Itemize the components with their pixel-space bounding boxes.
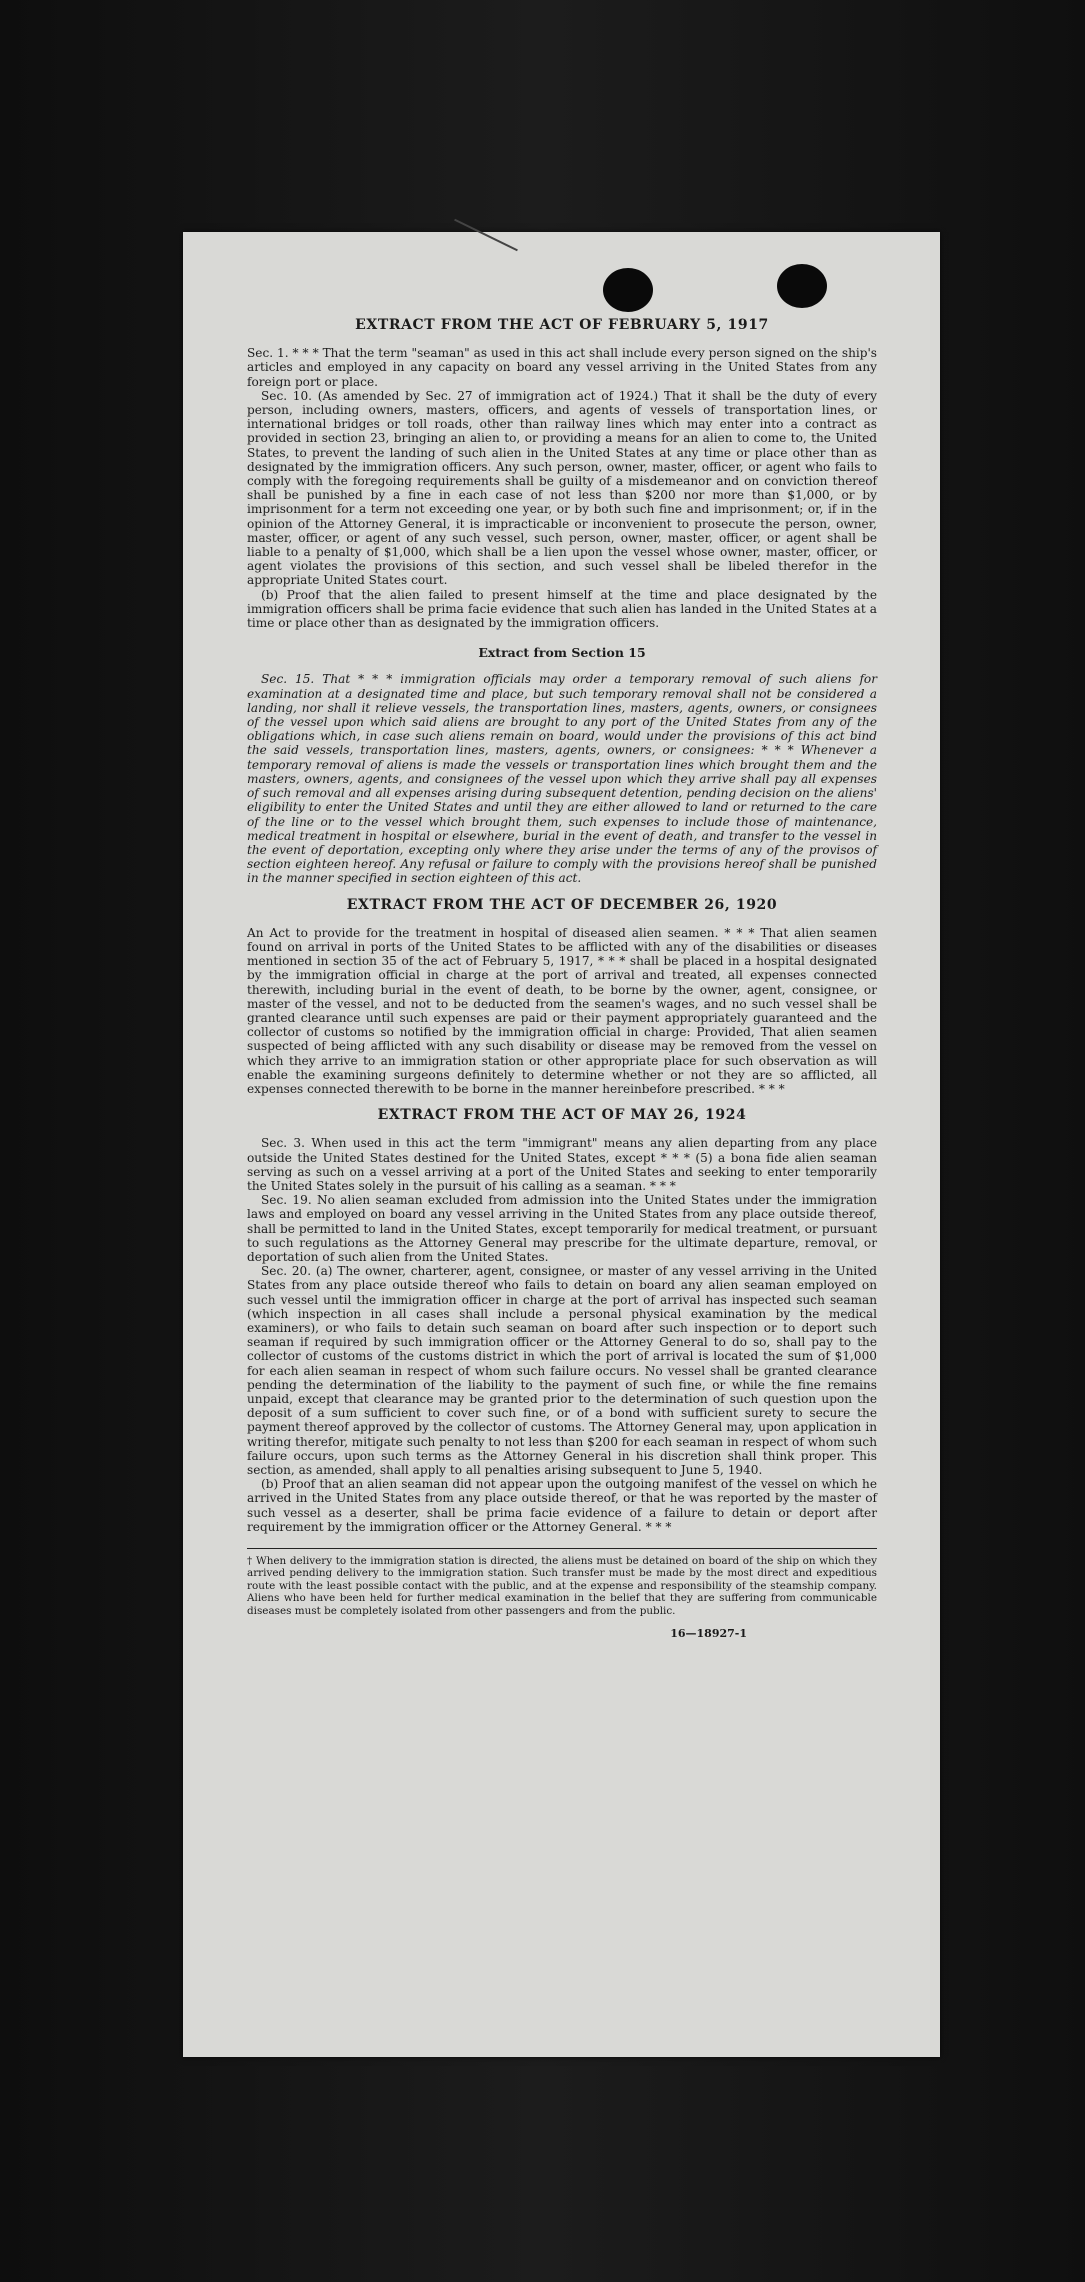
act-1917-sec10: Sec. 10. (As amended by Sec. 27 of immigration act of 1924.) That it shall be the duty of every person, including owners, masters, officers, and agents of vessels of transportation lines, or international bridges or toll roads, other than railway lines which may enter into a contract as provided in section 23, bringing an alien to, or providing a means for an alien to come to, the United States, to prevent the landing of such alien in the United States at any time or place other than as designated by the immigration officers. Any such person, owner, master, officer, or agent who fails to comply with the foregoing requirements shall be guilty of a misdemeanor and on conviction thereof shall be punished by a fine in each case of not less than $200 nor more than $1,000, or by imprisonment for a term not exceeding one year, or by both such fine and imprisonment; or, if in the opinion of the Attorney General, it is impracticable or inconvenient to prosecute the person, owner, master, officer, or agent of any such vessel, such person, owner, master, officer, or agent shall be liable to a penalty of $1,000, which shall be a lien upon the vessel whose owner, master, officer, or agent violates the provisions of this section, and such vessel shall be libeled therefor in the appropriate United States court. — [247, 388, 877, 588]
act-1924-sec20b: (b) Proof that an alien seaman did not appear upon the outgoing manifest of the vessel on which he arrived in the United States from any place outside thereof, or that he was reported by the master of such vessel as a deserter, shall be prima facie evidence of a failure to detain or deport after requirement by the immigration officer or the Attorney General. * * * — [247, 1477, 877, 1534]
document-body — [247, 318, 877, 1641]
footnote: † When delivery to the immigration station is directed, the aliens must be detained on board of the ship on which they arrived pending delivery to the immigration station. Such transfer must be made by the most direct and expeditious route with the least possible contact with the public, and at the expense and responsibility of the steamship company. Aliens who have been held for further medical examination in the belief that they are suffering from communicable diseases must be completely isolated from other passengers and from the public. — [247, 1555, 877, 1617]
act-1920-paragraph: An Act to provide for the treatment in hospital of diseased alien seamen. * * * That alien seamen found on arrival in ports of the United States to be afflicted with any of the disabilities or diseases mentioned in section 35 of the act of February 5, 1917, * * * shall be placed in a hospital designated by the immigration official in charge at the port of arrival and treated, all expenses connected therewith, including burial in the event of death, to be borne by the owner, agent, consignee, or master of the vessel, and not to be deducted from the seamen's wages, and no such vessel shall be granted clearance until such expenses are paid or their payment appropriately guaranteed and the collector of customs so notified by the immigration official in charge: Provided, That alien seamen suspected of being afflicted with any such disability or disease may be removed from the vessel on which they arrive to an immigration station or other appropriate place for such observation as will enable the examining surgeons definitely to determine whether or not they are so afflicted, all expenses connected therewith to be borne in the manner hereinbefore prescribed. * * * — [247, 925, 877, 1096]
act-1920-block — [247, 926, 877, 1096]
section-title-sec15: Extract from Section 15 — [478, 645, 646, 661]
sec15-block — [247, 672, 877, 885]
punch-hole-right — [777, 264, 827, 308]
punch-hole-left — [603, 268, 653, 312]
sec15-paragraph: Sec. 15. That * * * immigration officials may order a temporary removal of such aliens for examination at a designated time and place, but such temporary removal shall not be considered a landing, nor shall it relieve vessels, the transportation lines, masters, agents, owners, or consignees of the vessel upon which said aliens are brought to any port of the United States from any of the obligations which, in case such aliens remain on board, would under the provisions of this act bind the said vessels, transportation lines, masters, agents, owners, or consignees: * * * Whenever a temporary removal of aliens is made the vessels or transportation lines which brought them and the masters, owners, agents, and consignees of the vessel upon which they arrive shall pay all expenses of such removal and all expenses arising during subsequent detention, pending decision on the aliens' eligibility to enter the United States and until they are either allowed to land or returned to the care of the line or to the vessel which brought them, such expenses to include those of maintenance, medical treatment in hospital or elsewhere, burial in the event of death, and transfer to the vessel in the event of deportation, excepting only where they arise under the terms of any of the provisos of section eighteen hereof. Any refusal or failure to comply with the provisions hereof shall be punished in the manner specified in section eighteen of this act. — [247, 672, 877, 886]
section-title-act-1924: EXTRACT FROM THE ACT OF MAY 26, 1924 — [377, 1107, 747, 1124]
act-1917-sec1: Sec. 1. * * * That the term "seaman" as used in this act shall include every person signed on the ship's articles and employed in any capacity on board any vessel arriving in the United States from any foreign port or place. — [247, 346, 877, 389]
document-page — [183, 232, 940, 2057]
act-1917-sec10b: (b) Proof that the alien failed to present himself at the time and place designated by the immigration officers shall be prima facie evidence that such alien has landed in the United States at a time or place other than as designated by the immigration officers. — [247, 587, 877, 631]
form-number: 16—18927-1 — [670, 1627, 747, 1641]
act-1924-sec3: Sec. 3. When used in this act the term "immigrant" means any alien departing from any place outside the United States destined for the United States, except * * * (5) a bona fide alien seaman serving as such on a vessel arriving at a port of the United States and seeking to enter temporarily the United States solely in the pursuit of his calling as a seaman. * * * — [247, 1136, 877, 1193]
act-1924-sec20a: Sec. 20. (a) The owner, charterer, agent, consignee, or master of any vessel arriving in the United States from any place outside thereof who fails to detain on board any alien seaman employed on such vessel until the immigration officer in charge at the port of arrival has inspected such seaman (which inspection in all cases shall include a personal physical examination by the medical examiners), or who fails to detain such seaman on board after such inspection or to deport such seaman if required by such immigration officer or the Attorney General to do so, shall pay to the collector of customs of the customs district in which the port of arrival is located the sum of $1,000 for each alien seaman in respect of whom such failure occurs. No vessel shall be granted clearance pending the determination of the liability to the payment of such fine, or while the fine remains unpaid, except that clearance may be granted prior to the determination of such question upon the deposit of a sum sufficient to cover such fine, or of a bond with sufficient surety to secure the payment thereof approved by the collector of customs. The Attorney General may, upon application in writing therefor, mitigate such penalty to not less than $200 for each seaman in respect of whom such failure occurs, upon such terms as the Attorney General in his discretion shall think proper. This section, as amended, shall apply to all penalties arising subsequent to June 5, 1940. — [247, 1264, 877, 1478]
act-1924-sec19: Sec. 19. No alien seaman excluded from admission into the United States under the immigration laws and employed on board any vessel arriving in the United States from any place outside thereof, shall be permitted to land in the United States, except temporarily for medical treatment, or pursuant to such regulations as the Attorney General may prescribe for the ultimate departure, removal, or deportation of such alien from the United States. — [247, 1193, 877, 1264]
act-1924-block — [247, 1136, 877, 1534]
footnote-divider — [247, 1548, 877, 1549]
section-title-act-1920: EXTRACT FROM THE ACT OF DECEMBER 26, 1920 — [346, 896, 778, 913]
act-1917-block — [247, 346, 877, 630]
section-title-act-1917: EXTRACT FROM THE ACT OF FEBRUARY 5, 1917 — [355, 317, 769, 333]
